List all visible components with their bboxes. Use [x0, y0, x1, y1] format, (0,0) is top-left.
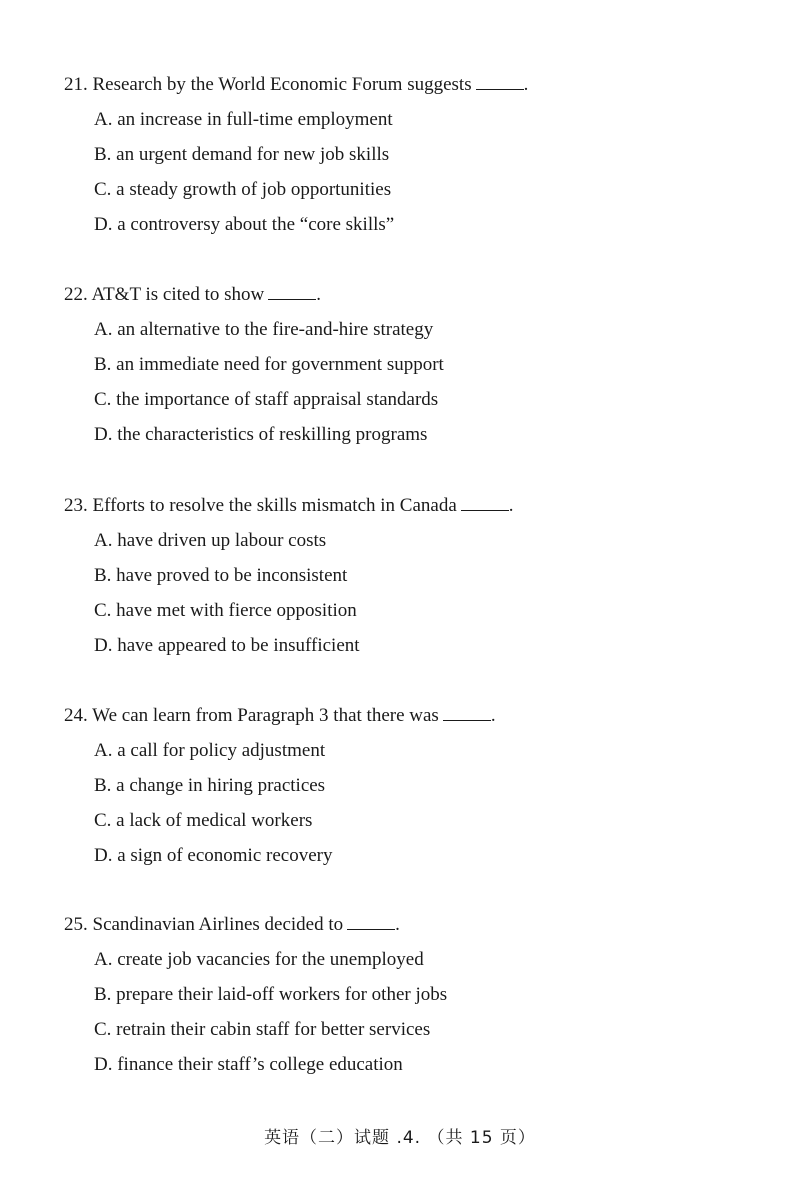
question-text: Scandinavian Airlines decided to	[92, 914, 344, 935]
option-a: A. an increase in full-time employment	[94, 109, 393, 130]
question-number: 24.	[64, 705, 88, 726]
option-a: A. have driven up labour costs	[94, 530, 327, 551]
question-stem	[64, 494, 754, 518]
question-text: Research by the World Economic Forum suggests	[92, 74, 472, 95]
question-tail: .	[316, 284, 321, 305]
question-text: We can learn from Paragraph 3 that there was	[92, 705, 439, 726]
question-24	[64, 704, 754, 868]
answer-blank	[476, 73, 524, 90]
option-c: C. have met with fierce opposition	[94, 600, 357, 621]
question-text: AT&T is cited to show	[91, 284, 265, 305]
option-b: B. a change in hiring practices	[94, 775, 326, 796]
option-b: B. an urgent demand for new job skills	[94, 144, 390, 165]
question-text: Efforts to resolve the skills mismatch in Canada	[92, 495, 457, 516]
question-23	[64, 494, 754, 658]
option-c: C. the importance of staff appraisal standards	[94, 389, 439, 410]
question-number: 25.	[64, 914, 88, 935]
question-22	[64, 283, 754, 447]
option-c: C. retrain their cabin staff for better services	[94, 1019, 431, 1040]
option-a: A. create job vacancies for the unemployed	[94, 949, 424, 970]
option-list	[94, 529, 754, 658]
option-c: C. a lack of medical workers	[94, 810, 313, 831]
question-stem	[64, 913, 754, 937]
option-c: C. a steady growth of job opportunities	[94, 179, 392, 200]
option-list	[94, 108, 754, 237]
option-b: B. have proved to be inconsistent	[94, 565, 348, 586]
option-b: B. prepare their laid-off workers for other jobs	[94, 984, 448, 1005]
question-25	[64, 913, 754, 1077]
option-list	[94, 948, 754, 1077]
option-d: D. the characteristics of reskilling programs	[94, 424, 428, 445]
question-tail: .	[490, 705, 496, 726]
option-list	[94, 739, 754, 868]
option-list	[94, 318, 754, 447]
option-a: A. an alternative to the fire-and-hire strategy	[94, 319, 434, 340]
option-a: A. a call for policy adjustment	[94, 740, 326, 761]
option-d: D. have appeared to be insufficient	[94, 635, 360, 656]
question-21	[64, 73, 754, 237]
option-b: B. an immediate need for government support	[94, 354, 444, 375]
page-footer: 英语（二）试题 .4. （共 15 页）	[264, 1128, 536, 1148]
question-number: 21.	[64, 74, 88, 95]
question-stem	[64, 73, 754, 97]
answer-blank	[443, 704, 491, 721]
answer-blank	[268, 283, 316, 300]
option-d: D. a controversy about the “core skills”	[94, 214, 395, 235]
question-stem	[64, 283, 754, 307]
option-d: D. finance their staff’s college education	[94, 1054, 403, 1075]
answer-blank	[461, 494, 509, 511]
question-tail: .	[395, 914, 400, 935]
question-number: 23.	[64, 495, 88, 516]
option-d: D. a sign of economic recovery	[94, 845, 333, 866]
question-number: 22.	[64, 284, 88, 305]
question-tail: .	[523, 74, 529, 95]
question-stem	[64, 704, 754, 728]
question-tail: .	[508, 495, 514, 516]
answer-blank	[347, 913, 395, 930]
